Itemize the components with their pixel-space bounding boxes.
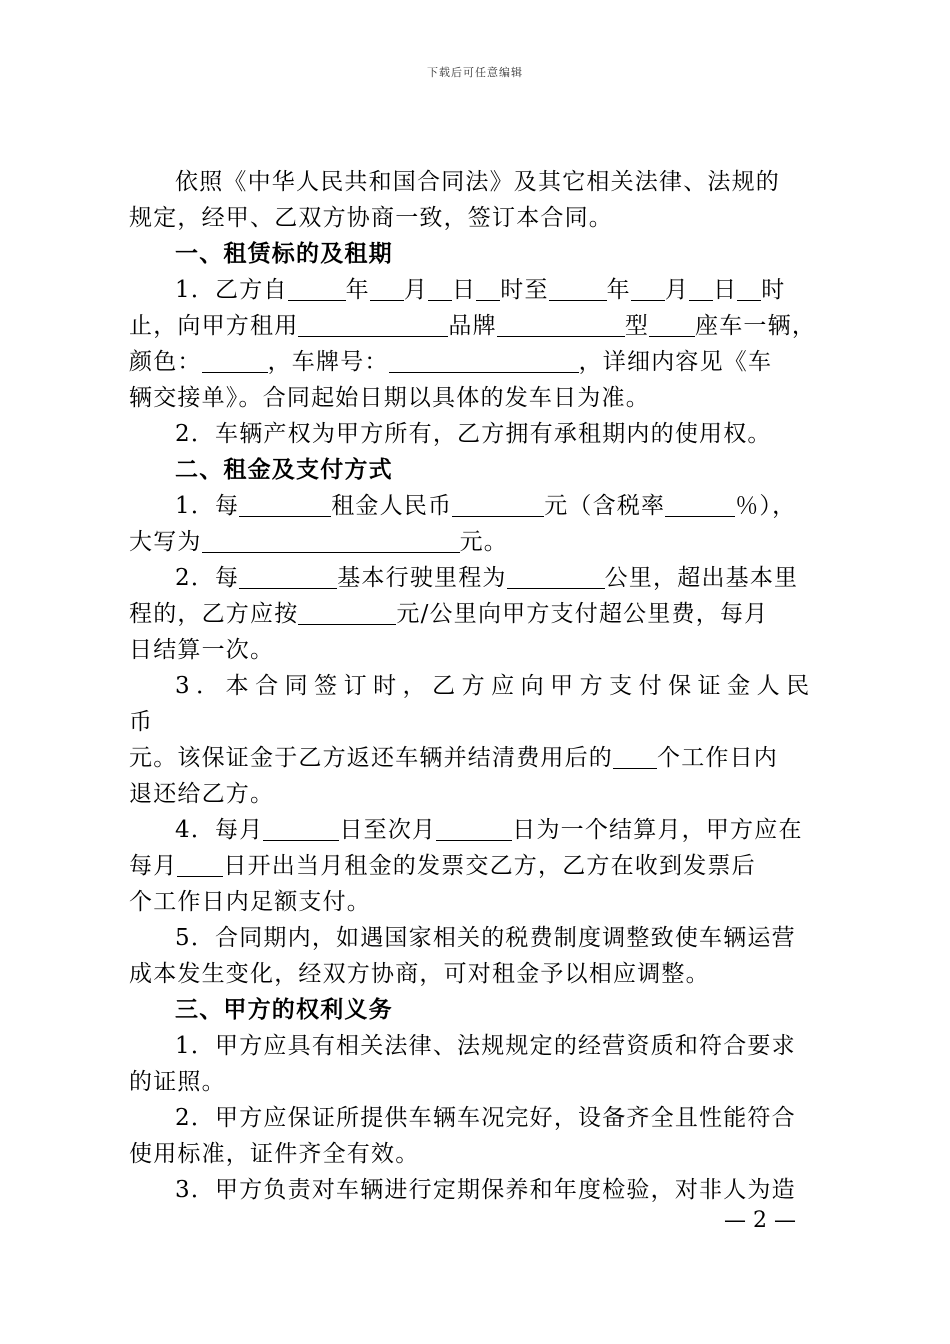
clause-3-1: 1．甲方应具有相关法律、法规规定的经营资质和符合要求 — [175, 1033, 796, 1059]
blank-field[interactable] — [436, 816, 512, 841]
clause-2-2-line-2: 程的，乙方应按 元/公里向甲方支付超公里费，每月 — [129, 601, 769, 627]
blank-field[interactable] — [239, 564, 337, 589]
contract-body — [129, 164, 829, 1208]
blank-field[interactable] — [298, 600, 396, 625]
blank-field[interactable] — [389, 348, 579, 373]
clause-2-4: 4．每月 日至次月 日为一个结算月，甲方应在 — [175, 817, 803, 843]
blank-field[interactable] — [689, 276, 713, 301]
section-title-2: 二、租金及支付方式 — [175, 456, 393, 483]
clause-3-1-line-2: 的证照。 — [129, 1069, 226, 1095]
blank-field[interactable] — [202, 528, 460, 553]
clause-3-2: 2．甲方应保证所提供车辆车况完好，设备齐全且性能符合 — [175, 1105, 796, 1131]
blank-field[interactable] — [497, 312, 625, 337]
blank-field[interactable] — [288, 276, 346, 301]
clause-1-2: 2．车辆产权为甲方所有，乙方拥有承租期内的使用权。 — [175, 421, 772, 447]
clause-2-2-line-3: 日结算一次。 — [129, 637, 275, 663]
blank-field[interactable] — [370, 276, 404, 301]
clause-2-3-line-2: 元。该保证金于乙方返还车辆并结清费用后的 个工作日内 — [129, 745, 778, 771]
blank-field[interactable] — [613, 744, 657, 769]
intro-line-1: 依照《中华人民共和国合同法》及其它相关法律、法规的 — [175, 169, 780, 195]
intro-line-2: 规定，经甲、乙双方协商一致，签订本合同。 — [129, 205, 613, 231]
blank-field[interactable] — [649, 312, 695, 337]
blank-field[interactable] — [665, 492, 735, 517]
blank-field[interactable] — [428, 276, 452, 301]
clause-2-1-line-2: 大写为 元。 — [129, 529, 509, 555]
clause-2-1: 1．每 租金人民币 元（含税率 ％）， — [175, 493, 797, 519]
blank-field[interactable] — [298, 312, 448, 337]
blank-field[interactable] — [507, 564, 605, 589]
blank-field[interactable] — [476, 276, 500, 301]
page-header: 下载后可任意编辑 — [427, 66, 523, 79]
clause-1-1: 1．乙方自 年 月 日 时至 年 月 日 时 — [175, 277, 786, 303]
clause-2-5: 5．合同期内，如遇国家相关的税费制度调整致使车辆运营 — [175, 925, 796, 951]
clause-2-4-line-2: 每月 日开出当月租金的发票交乙方，乙方在收到发票后 — [129, 853, 756, 879]
clause-3-3: 3．甲方负责对车辆进行定期保养和年度检验，对非人为造 — [175, 1177, 796, 1203]
blank-field[interactable] — [737, 276, 761, 301]
clause-1-1-line-3: 颜色： ，车牌号： ，详细内容见《车 — [129, 349, 773, 375]
clause-2-4-line-3: 个工作日内足额支付。 — [129, 889, 371, 915]
blank-field[interactable] — [177, 852, 223, 877]
clause-2-3: 3．本合同签订时，乙方应向甲方支付保证金人民币 — [129, 673, 816, 735]
clause-2-5-line-2: 成本发生变化，经双方协商，可对租金予以相应调整。 — [129, 961, 710, 987]
blank-field[interactable] — [239, 492, 331, 517]
blank-field[interactable] — [631, 276, 665, 301]
clause-1-1-line-4: 辆交接单》。合同起始日期以具体的发车日为准。 — [129, 385, 650, 411]
section-title-1: 一、租赁标的及租期 — [175, 240, 393, 267]
section-title-3: 三、甲方的权利义务 — [175, 996, 393, 1023]
blank-field[interactable] — [202, 348, 268, 373]
clause-3-2-line-2: 使用标准，证件齐全有效。 — [129, 1141, 420, 1167]
blank-field[interactable] — [549, 276, 607, 301]
blank-field[interactable] — [452, 492, 544, 517]
clause-1-1-line-2: 止，向甲方租用 品牌 型 座车一辆， — [129, 313, 817, 339]
page-number: — 2 — — [724, 1208, 796, 1233]
clause-2-2: 2．每 基本行驶里程为 公里，超出基本里 — [175, 565, 799, 591]
blank-field[interactable] — [263, 816, 339, 841]
clause-2-3-line-3: 退还给乙方。 — [129, 781, 275, 807]
